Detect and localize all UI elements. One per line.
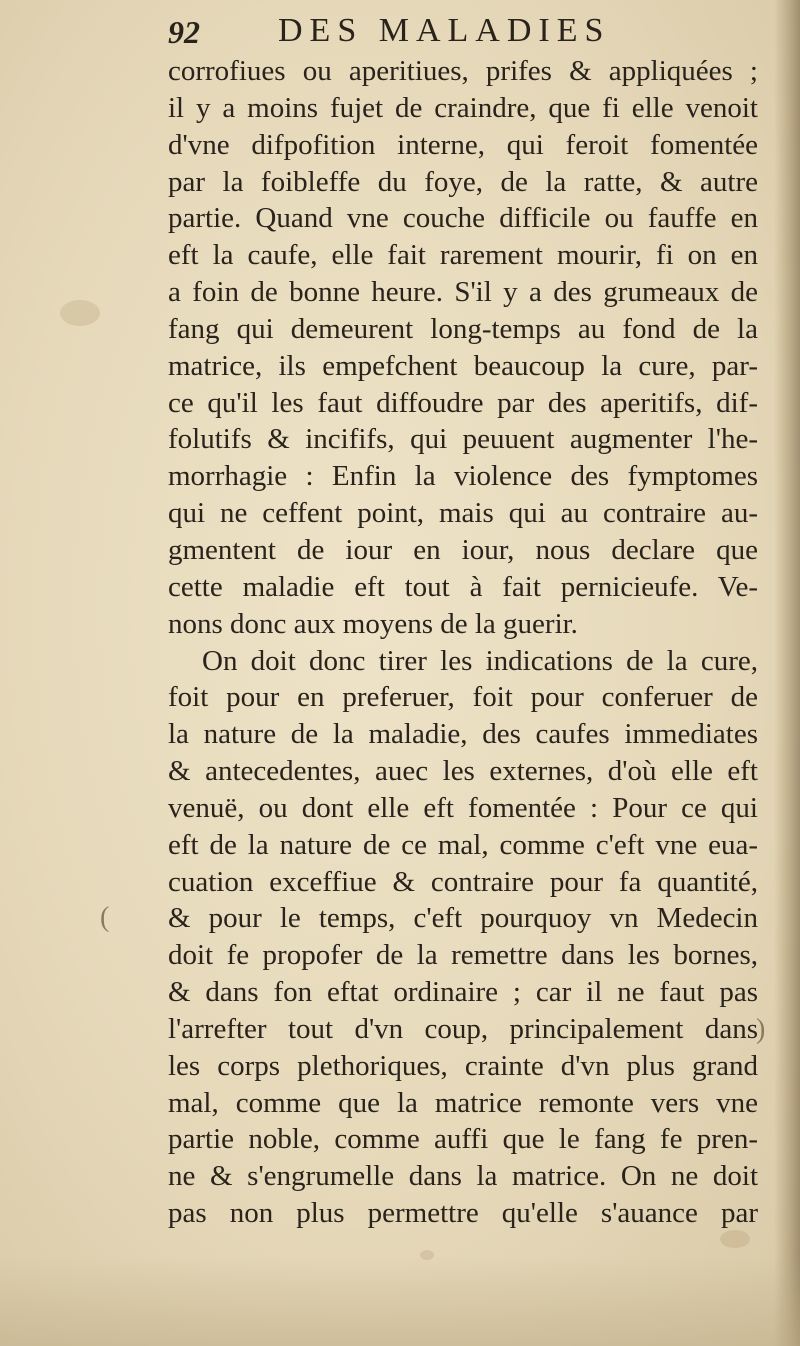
page-header <box>168 12 768 56</box>
text-line: d'vne difpofition interne, qui feroit fomentée <box>168 128 758 161</box>
text-line: venuë, ou dont elle eft fomentée : Pour ce qui <box>168 791 758 824</box>
text-line: doit fe propofer de la remettre dans les bornes, <box>168 939 758 972</box>
text-line: l'arrefter tout d'vn coup, principalement dans <box>168 1012 758 1045</box>
running-head: DES MALADIES <box>278 12 611 49</box>
text-line: il y a moins fujet de craindre, que fi elle venoit <box>168 91 758 124</box>
text-line: & pour le temps, c'eft pourquoy vn Medecin <box>168 902 758 935</box>
text-line: nons donc aux moyens de la guerir. <box>168 607 578 640</box>
text-line: gmentent de iour en iour, nous declare que <box>168 533 758 566</box>
text-line: cette maladie eft tout à fait pernicieufe. Ve- <box>168 570 758 603</box>
text-line: eft de la nature de ce mal, comme c'eft vne eua- <box>168 828 758 861</box>
page-edge-shadow <box>774 0 800 1346</box>
margin-right-paren: ) <box>756 1014 766 1045</box>
text-line: qui ne ceffent point, mais qui au contraire au- <box>168 497 758 530</box>
text-line: & antecedentes, auec les externes, d'où elle eft <box>168 755 758 788</box>
text-line: corrofiues ou aperitiues, prifes & appliquées ; <box>168 55 758 87</box>
page-number: 92 <box>168 14 200 50</box>
page-bottom-shadow <box>0 1256 800 1346</box>
paper-stain <box>60 300 100 326</box>
text-line: a foin de bonne heure. S'il y a des grumeaux de <box>168 276 758 309</box>
text-line: la nature de la maladie, des caufes immediates <box>168 718 758 751</box>
text-line: foit pour en preferuer, foit pour conferuer de <box>168 681 758 714</box>
text-line: pas non plus permettre qu'elle s'auance par <box>168 1197 758 1230</box>
text-line: folutifs & incififs, qui peuuent augmenter l'he- <box>168 423 758 456</box>
text-line: partie. Quand vne couche difficile ou fauffe en <box>168 202 758 235</box>
text-line: par la foibleffe du foye, de la ratte, & autre <box>168 165 758 198</box>
text-line: eft la caufe, elle fait rarement mourir, fi on en <box>168 239 758 272</box>
paper-stain <box>720 1230 750 1248</box>
text-line: matrice, ils empefchent beaucoup la cure, par- <box>168 349 758 382</box>
text-line: ne & s'engrumelle dans la matrice. On ne doit <box>168 1160 758 1193</box>
text-line: On doit donc tirer les indications de la cure, <box>202 644 758 677</box>
text-line: ce qu'il les faut diffoudre par des aperitifs, dif- <box>168 386 758 419</box>
text-line: & dans fon eftat ordinaire ; car il ne faut pas <box>168 976 758 1009</box>
text-line: partie noble, comme auffi que le fang fe pren- <box>168 1123 758 1156</box>
text-line: morrhagie : Enfin la violence des fymptomes <box>168 460 758 493</box>
margin-left-paren: ( <box>100 902 110 933</box>
body-text <box>168 53 758 1232</box>
text-line: mal, comme que la matrice remonte vers vne <box>168 1086 758 1119</box>
text-line: cuation exceffiue & contraire pour fa quantité, <box>168 865 758 898</box>
text-line: les corps plethoriques, crainte d'vn plus grand <box>168 1049 758 1082</box>
text-line: fang qui demeurent long-temps au fond de la <box>168 312 758 345</box>
